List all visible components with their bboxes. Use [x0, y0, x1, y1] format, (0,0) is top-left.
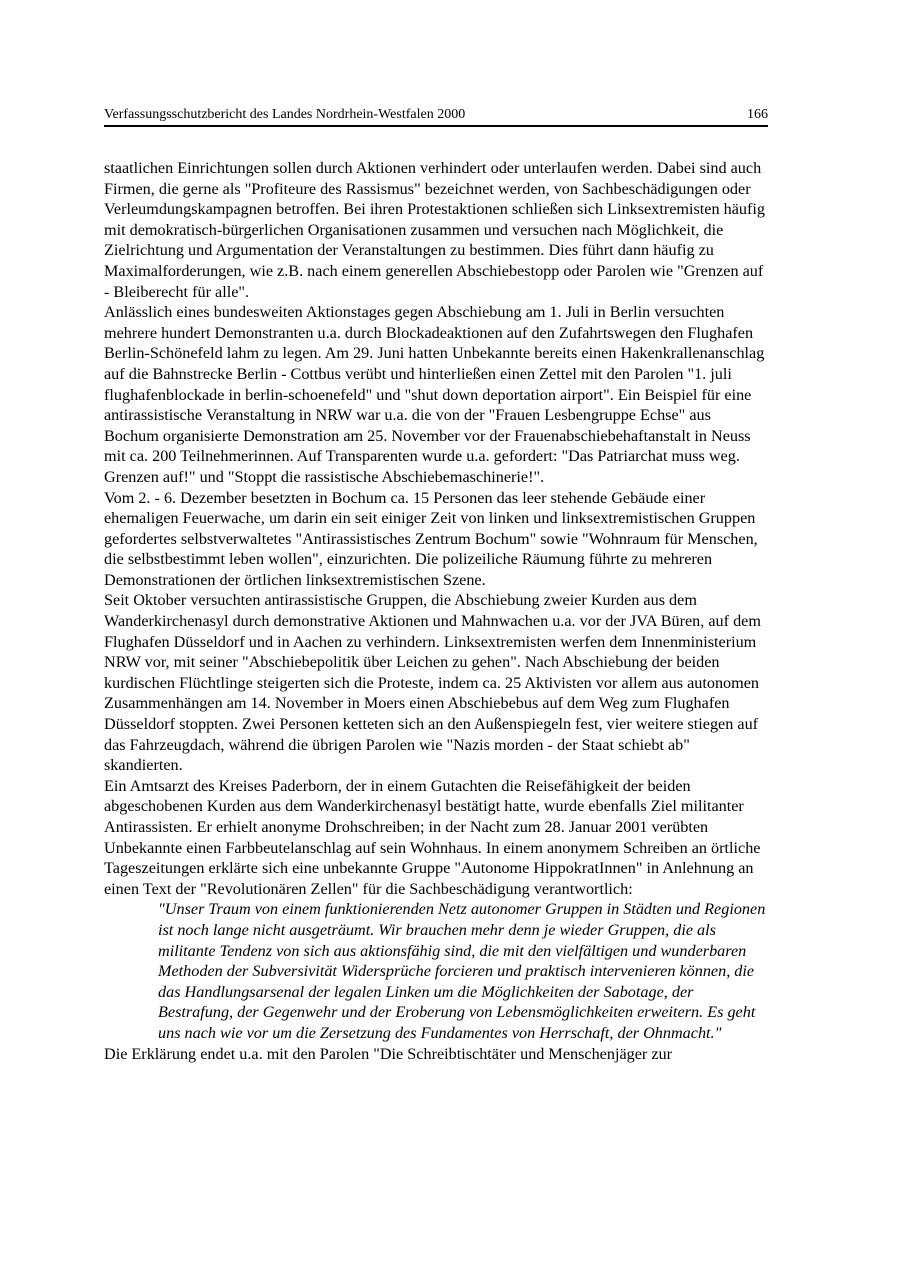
body-text	[104, 158, 768, 1064]
block-quote: "Unser Traum von einem funktionierenden Netz autonomer Gruppen in Städten und Regionen ist noch lange nicht ausgeträumt. Wir brauchen mehr denn je wieder Gruppen, die als militante Tendenz von sich aus aktionsfähig sind, die mit den vielfältigen und wunderbaren Methoden der Subversivität Widersprüche forcieren und praktisch intervenieren können, die das Handlungsarsenal der legalen Linken um die Möglichkeiten der Sabotage, der Bestrafung, der Gegenwehr und der Eroberung von Lebensmöglichkeiten erweitern. Es geht uns nach wie vor um die Zersetzung des Fundamentes von Herrschaft, der Ohnmacht."	[158, 900, 766, 1042]
paragraph-1: staatlichen Einrichtungen sollen durch Aktionen verhindert oder unterlaufen werden. Dabei sind auch Firmen, die gerne als "Profiteure des Rassismus" bezeichnet werden, von Sachbeschädigungen oder Verleumdungskampagnen betroffen. Bei ihren Protestaktionen schließen sich Linksextremisten häufig mit demokratisch-bürgerlichen Organisationen zusammen und versuchen nach Möglichkeit, die Zielrichtung und Argumentation der Veranstaltungen zu bestimmen. Dies führt dann häufig zu Maximalforderungen, wie z.B. nach einem generellen Abschiebestopp oder Parolen wie "Grenzen auf - Bleiberecht für alle".	[104, 159, 765, 301]
paragraph-3: Vom 2. - 6. Dezember besetzten in Bochum ca. 15 Personen das leer stehende Gebäude einer ehemaligen Feuerwache, um darin ein seit einiger Zeit von linken und linksextremistischen Gruppen gefordertes selbstverwaltetes "Antirassistisches Zentrum Bochum" sowie "Wohnraum für Menschen, die selbstbestimmt leben wollen", einzurichten. Die polizeiliche Räumung führte zu mehreren Demonstrationen der örtlichen linksextremistischen Szene.	[104, 488, 758, 589]
closing-paragraph: Die Erklärung endet u.a. mit den Parolen "Die Schreibtischtäter und Menschenjäger zur	[104, 1044, 673, 1063]
paragraph-5: Ein Amtsarzt des Kreises Paderborn, der in einem Gutachten die Reisefähigkeit der beiden abgeschobenen Kurden aus dem Wanderkirchenasyl bestätigt hatte, wurde ebenfalls Ziel militanter Antirassisten. Er erhielt anonyme Drohschreiben; in der Nacht zum 28. Januar 2001 verübten Unbekannte einen Farbbeutelanschlag auf sein Wohnhaus. In einem anonymem Schreiben an örtliche Tageszeitungen erklärte sich eine unbekannte Gruppe "Autonome HippokratInnen" in Anlehnung an einen Text der "Revolutionären Zellen" für die Sachbeschädigung verantwortlich:	[104, 776, 761, 898]
page-number: 166	[747, 107, 768, 122]
page-header	[104, 107, 768, 127]
paragraph-2: Anlässlich eines bundesweiten Aktionstages gegen Abschiebung am 1. Juli in Berlin versuchten mehrere hundert Demonstranten u.a. durch Blockadeaktionen auf den Zufahrtswegen den Flughafen Berlin-Schönefeld lahm zu legen. Am 29. Juni hatten Unbekannte bereits einen Hakenkrallenanschlag auf die Bahnstrecke Berlin - Cottbus verübt und hinterließen einen Zettel mit den Parolen "1. juli flughafenblockade in berlin-schoenefeld" und "shut down deportation airport". Ein Beispiel für eine antirassistische Veranstaltung in NRW war u.a. die von der "Frauen Lesbengruppe Echse" aus Bochum organisierte Demonstration am 25. November vor der Frauenabschiebehaftanstalt in Neuss mit ca. 200 Teilnehmerinnen. Auf Transparenten wurde u.a. gefordert: "Das Patriarchat muss weg. Grenzen auf!" und "Stoppt die rassistische Abschiebemaschinerie!".	[104, 303, 765, 486]
header-title: Verfassungsschutzbericht des Landes Nordrhein-Westfalen 2000	[104, 107, 466, 122]
paragraph-4: Seit Oktober versuchten antirassistische Gruppen, die Abschiebung zweier Kurden aus dem Wanderkirchenasyl durch demonstrative Aktionen und Mahnwachen u.a. vor der JVA Büren, auf dem Flughafen Düsseldorf und in Aachen zu verhindern. Linksextremisten werfen dem Innenministerium NRW vor, mit seiner "Abschiebepolitik über Leichen zu gehen". Nach Abschiebung der beiden kurdischen Flüchtlinge steigerten sich die Proteste, indem ca. 25 Aktivisten vor allem aus autonomen Zusammenhängen am 14. November in Moers einen Abschiebebus auf dem Weg zum Flughafen Düsseldorf stoppten. Zwei Personen ketteten sich an den Außenspiegeln fest, vier weitere stiegen auf das Fahrzeugdach, während die übrigen Parolen wie "Nazis morden - der Staat schiebt ab" skandierten.	[104, 591, 761, 775]
